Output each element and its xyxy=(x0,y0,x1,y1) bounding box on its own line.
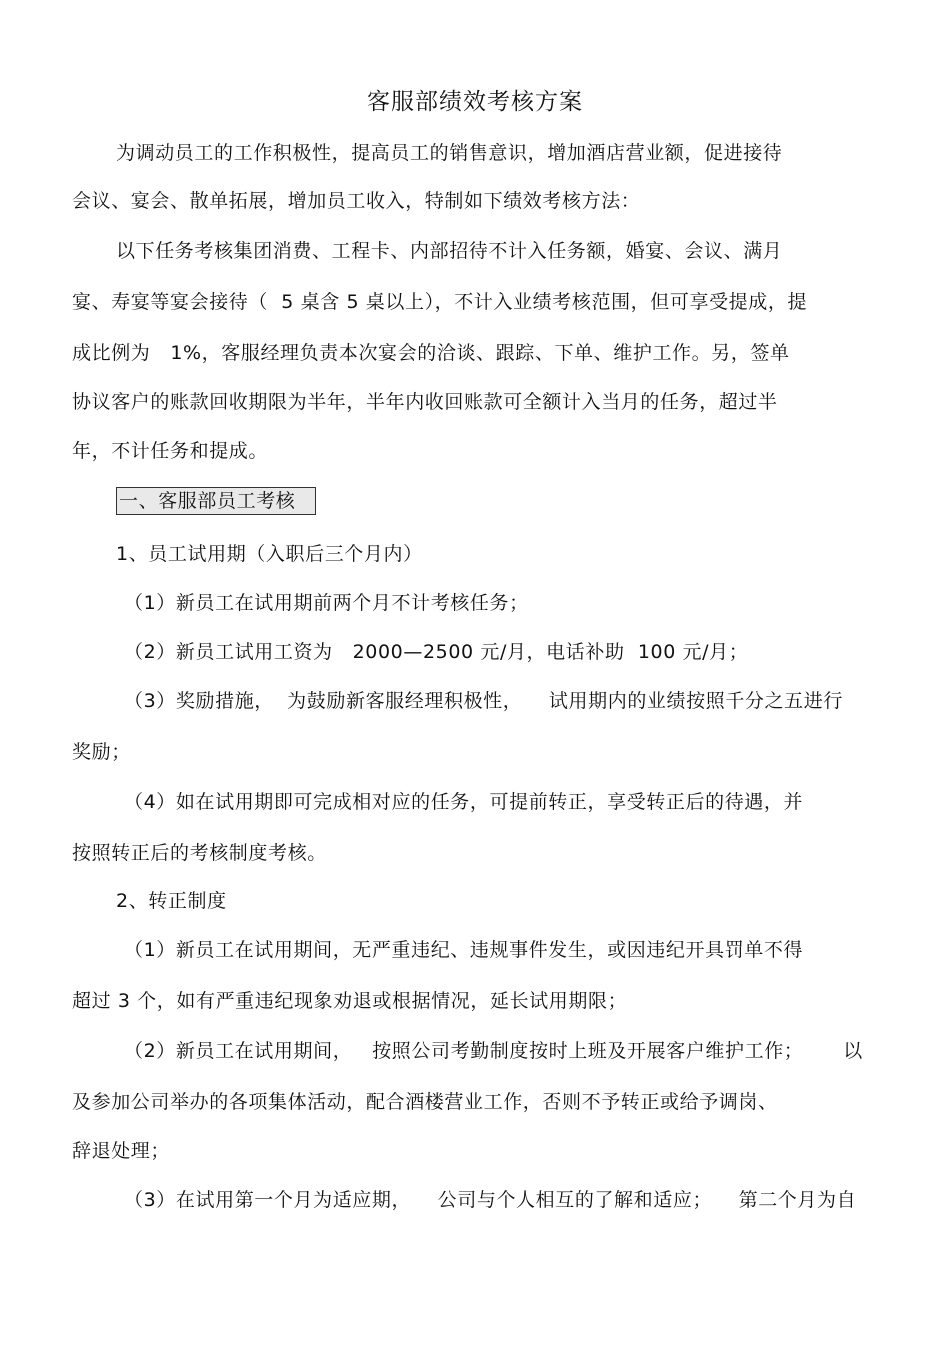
regularization-item-2-line-1: （2）新员工在试用期间， 按照公司考勤制度按时上班及开展客户维护工作； 以 xyxy=(124,1040,863,1062)
probation-item-2: （2）新员工试用工资为 2000—2500 元/月，电话补助 100 元/月； xyxy=(124,641,749,663)
intro-line-2: 会议、宴会、散单拓展，增加员工收入，特制如下绩效考核方法： xyxy=(72,190,641,212)
rules-line-2: 宴、寿宴等宴会接待（ 5 桌含 5 桌以上），不计入业绩考核范围，但可享受提成，提 xyxy=(72,291,808,313)
probation-item-4-line-2: 按照转正后的考核制度考核。 xyxy=(72,842,327,864)
rules-line-5: 年，不计任务和提成。 xyxy=(72,440,269,462)
rules-line-4: 协议客户的账款回收期限为半年，半年内收回账款可全额计入当月的任务，超过半 xyxy=(72,391,778,413)
probation-heading: 1、员工试用期（入职后三个月内） xyxy=(116,543,423,565)
probation-item-1: （1）新员工在试用期前两个月不计考核任务； xyxy=(124,592,529,614)
probation-item-3-line-2: 奖励； xyxy=(72,741,131,763)
regularization-heading: 2、转正制度 xyxy=(116,890,227,912)
document-title: 客服部绩效考核方案 xyxy=(367,89,583,115)
regularization-item-3-line-1: （3）在试用第一个月为适应期， 公司与个人相互的了解和适应； 第二个月为自 xyxy=(124,1189,857,1211)
regularization-item-1-line-1: （1）新员工在试用期间，无严重违纪、违规事件发生，或因违纪开具罚单不得 xyxy=(124,939,804,961)
rules-line-3: 成比例为 1%，客服经理负责本次宴会的洽谈、跟踪、下单、维护工作。另，签单 xyxy=(72,342,790,364)
rules-line-1: 以下任务考核集团消费、工程卡、内部招待不计入任务额，婚宴、会议、满月 xyxy=(116,240,783,262)
regularization-item-2-line-3: 辞退处理； xyxy=(72,1140,171,1162)
regularization-item-2-line-2: 及参加公司举办的各项集体活动，配合酒楼营业工作，否则不予转正或给予调岗、 xyxy=(72,1091,778,1113)
probation-item-4-line-1: （4）如在试用期即可完成相对应的任务，可提前转正，享受转正后的待遇，并 xyxy=(124,791,804,813)
probation-item-3-line-1: （3）奖励措施， 为鼓励新客服经理积极性， 试用期内的业绩按照千分之五进行 xyxy=(124,690,843,712)
regularization-item-1-line-2: 超过 3 个，如有严重违纪现象劝退或根据情况，延长试用期限； xyxy=(72,990,628,1012)
intro-line-1: 为调动员工的工作积极性，提高员工的销售意识，增加酒店营业额，促进接待 xyxy=(116,142,783,164)
section-heading-staff-assessment: 一、客服部员工考核 xyxy=(116,487,316,515)
